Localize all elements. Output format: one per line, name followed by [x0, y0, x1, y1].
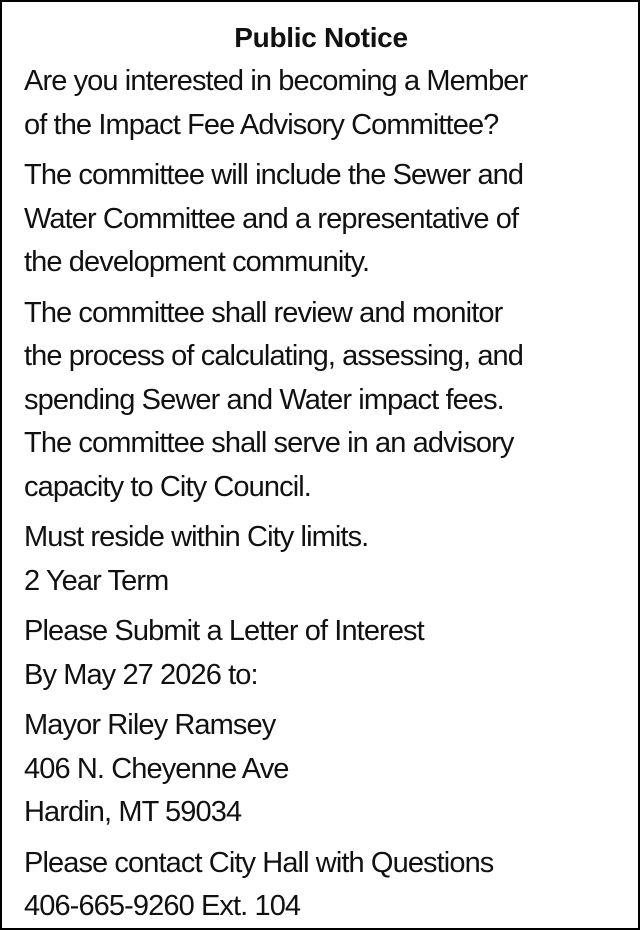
submission-paragraph: [24, 610, 618, 697]
address-city: Hardin, MT 59034: [24, 796, 242, 828]
notice-title: Public Notice: [234, 22, 408, 53]
text-line: spending Sewer and Water impact fees.: [24, 383, 504, 416]
text-line: the process of calculating, assessing, and: [24, 340, 524, 372]
text-line: of the Impact Fee Advisory Committee?: [24, 108, 499, 141]
intro-paragraph: [24, 60, 618, 147]
text-line: By May 27 2026 to:: [24, 658, 258, 691]
text-line: Please Submit a Letter of Interest: [24, 615, 424, 647]
contact-paragraph: [24, 842, 618, 929]
text-line: Are you interested in becoming a Member: [24, 65, 528, 97]
text-line: The committee shall review and monitor: [24, 296, 503, 329]
address-name: Mayor Riley Ramsey: [24, 709, 276, 741]
text-line: Please contact City Hall with Questions: [24, 846, 494, 879]
phone-number: 406-665-9260 Ext. 104: [24, 890, 301, 922]
address-street: 406 N. Cheyenne Ave: [24, 752, 289, 785]
text-line: 2 Year Term: [24, 564, 169, 597]
text-line: the development community.: [24, 246, 370, 278]
text-line: Must reside within City limits.: [24, 521, 369, 553]
address-block: [24, 704, 618, 835]
requirements-paragraph: [24, 516, 618, 603]
composition-paragraph: [24, 154, 618, 285]
text-line: Water Committee and a representative of: [24, 202, 519, 235]
text-line: The committee shall serve in an advisory: [24, 427, 514, 459]
text-line: capacity to City Council.: [24, 470, 311, 503]
duties-paragraph: [24, 292, 618, 510]
text-line: The committee will include the Sewer and: [24, 159, 524, 191]
